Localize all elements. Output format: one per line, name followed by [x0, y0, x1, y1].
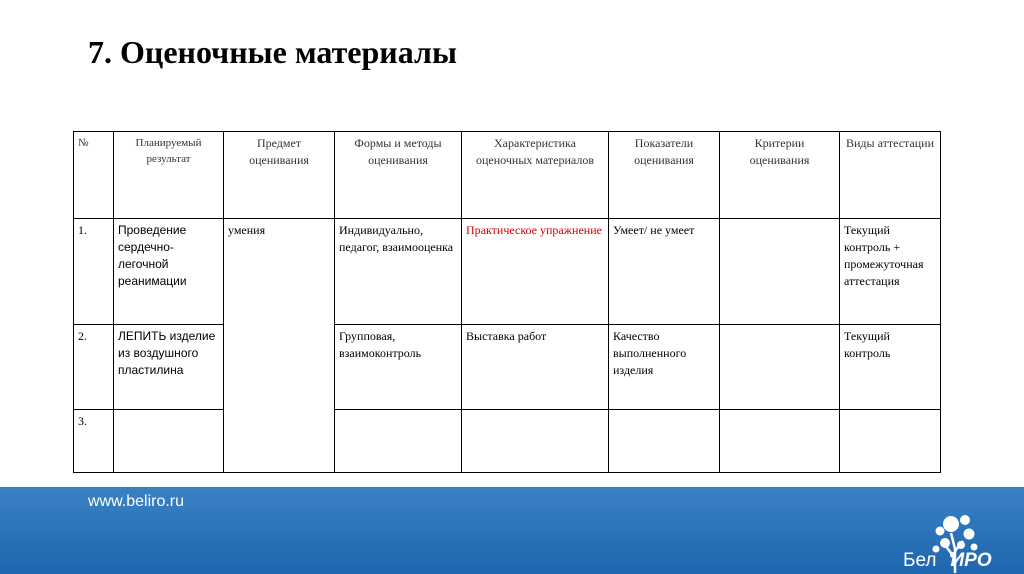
- logo-text-bel: Бел: [903, 550, 937, 571]
- criteria-cell: [720, 410, 840, 473]
- attestation-cell: [840, 410, 941, 473]
- planned-result-cell: ЛЕПИТЬ изделие из воздушного пластилина: [114, 325, 224, 410]
- row-number: 3.: [74, 410, 114, 473]
- forms-cell: [335, 410, 462, 473]
- row-number: 1.: [74, 219, 114, 325]
- footer-bar: [0, 487, 1024, 574]
- planned-result-cell: Проведение сердечно-легочной реанимации: [114, 219, 224, 325]
- header-cell: Предмет оценивания: [224, 132, 335, 219]
- row-number: 2.: [74, 325, 114, 410]
- table-row: [74, 219, 941, 325]
- planned-result-cell: [114, 410, 224, 473]
- forms-cell: Индивидуально, педагог, взаимооценка: [335, 219, 462, 325]
- logo-text-iro: ИРО: [950, 550, 992, 571]
- attestation-cell: Текущий контроль: [840, 325, 941, 410]
- header-cell: Характеристика оценочных материалов: [462, 132, 609, 219]
- page-title: 7. Оценочные материалы: [88, 34, 457, 70]
- indicators-cell: Качество выполненного изделия: [609, 325, 720, 410]
- indicators-cell: [609, 410, 720, 473]
- header-cell: Планируемый результат: [114, 132, 224, 219]
- header-cell: Показатели оценивания: [609, 132, 720, 219]
- materials-cell: Выставка работ: [462, 325, 609, 410]
- materials-cell: Практическое упражнение: [462, 219, 609, 325]
- criteria-cell: [720, 219, 840, 325]
- table-row: [74, 325, 941, 410]
- indicators-cell: Умеет/ не умеет: [609, 219, 720, 325]
- site-link[interactable]: www.beliro.ru: [88, 493, 185, 510]
- header-cell: Критерии оценивания: [720, 132, 840, 219]
- beliro-logo: [903, 507, 1018, 574]
- materials-cell: [462, 410, 609, 473]
- table-header-row: [74, 132, 941, 219]
- header-cell: №: [74, 132, 114, 219]
- table-row: [74, 410, 941, 473]
- assessment-table: [73, 131, 941, 473]
- forms-cell: Групповая, взаимоконтроль: [335, 325, 462, 410]
- header-cell: Виды аттестации: [840, 132, 941, 219]
- attestation-cell: Текущий контроль + промежуточная аттестация: [840, 219, 941, 325]
- header-cell: Формы и методы оценивания: [335, 132, 462, 219]
- criteria-cell: [720, 325, 840, 410]
- subject-cell: умения: [224, 219, 335, 473]
